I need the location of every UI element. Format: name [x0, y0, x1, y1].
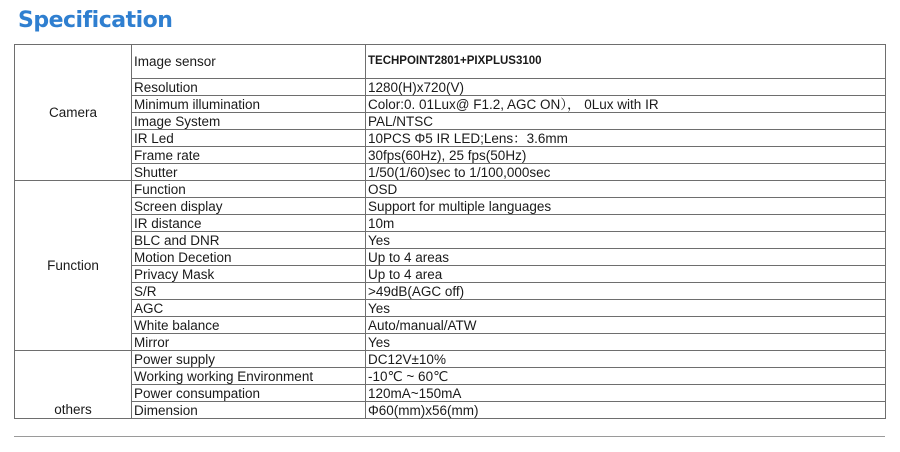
table-row	[15, 351, 886, 368]
table-row	[15, 249, 886, 266]
param-value: PAL/NTSC	[366, 113, 886, 130]
table-row	[15, 198, 886, 215]
table-row	[15, 181, 886, 198]
param-label: AGC	[132, 300, 366, 317]
group-camera: Camera	[15, 45, 132, 181]
param-value: Yes	[366, 334, 886, 351]
table-row	[15, 79, 886, 96]
param-value: 1280(H)x720(V)	[366, 79, 886, 96]
table-row	[15, 232, 886, 249]
table-row	[15, 368, 886, 385]
param-label: Dimension	[132, 402, 366, 419]
spec-table	[14, 44, 886, 419]
param-value: 1/50(1/60)sec to 1/100,000sec	[366, 164, 886, 181]
param-value: Support for multiple languages	[366, 198, 886, 215]
param-label: Power supply	[132, 351, 366, 368]
param-label: BLC and DNR	[132, 232, 366, 249]
table-row	[15, 317, 886, 334]
param-label: IR Led	[132, 130, 366, 147]
param-value: -10℃ ~ 60℃	[366, 368, 886, 385]
param-label: Minimum illumination	[132, 96, 366, 113]
bottom-divider	[14, 436, 885, 437]
param-value: Φ60(mm)x56(mm)	[366, 402, 886, 419]
table-row	[15, 96, 886, 113]
param-label: White balance	[132, 317, 366, 334]
table-row	[15, 164, 886, 181]
param-value: 120mA~150mA	[366, 385, 886, 402]
group-others: others	[15, 351, 132, 419]
table-row	[15, 266, 886, 283]
table-row	[15, 215, 886, 232]
param-label: Function	[132, 181, 366, 198]
param-value: 10m	[366, 215, 886, 232]
param-value: Up to 4 areas	[366, 249, 886, 266]
param-value: Yes	[366, 300, 886, 317]
param-label: Working working Environment	[132, 368, 366, 385]
page-title: Specification	[18, 8, 173, 33]
param-label: Image System	[132, 113, 366, 130]
param-value: 10PCS Φ5 IR LED;Lens：3.6mm	[366, 130, 886, 147]
param-value: 30fps(60Hz), 25 fps(50Hz)	[366, 147, 886, 164]
param-label: Screen display	[132, 198, 366, 215]
table-row	[15, 113, 886, 130]
table-row	[15, 45, 886, 79]
param-label: IR distance	[132, 215, 366, 232]
param-label: Power consumpation	[132, 385, 366, 402]
param-label: S/R	[132, 283, 366, 300]
param-value: Auto/manual/ATW	[366, 317, 886, 334]
table-row	[15, 130, 886, 147]
table-row	[15, 147, 886, 164]
param-value: DC12V±10%	[366, 351, 886, 368]
param-value: OSD	[366, 181, 886, 198]
table-row	[15, 402, 886, 419]
param-value: >49dB(AGC off)	[366, 283, 886, 300]
param-label: Shutter	[132, 164, 366, 181]
param-label: Privacy Mask	[132, 266, 366, 283]
table-row	[15, 334, 886, 351]
param-label: Mirror	[132, 334, 366, 351]
table-row	[15, 385, 886, 402]
param-label: Frame rate	[132, 147, 366, 164]
param-value: TECHPOINT2801+PIXPLUS3100	[366, 45, 886, 79]
param-value: Color:0. 01Lux@ F1.2, AGC ON）， 0Lux with IR	[366, 96, 886, 113]
param-label: Resolution	[132, 79, 366, 96]
table-row	[15, 283, 886, 300]
table-row	[15, 300, 886, 317]
param-value: Yes	[366, 232, 886, 249]
param-value: Up to 4 area	[366, 266, 886, 283]
param-label: Motion Decetion	[132, 249, 366, 266]
param-label: Image sensor	[132, 45, 366, 79]
group-function: Function	[15, 181, 132, 351]
